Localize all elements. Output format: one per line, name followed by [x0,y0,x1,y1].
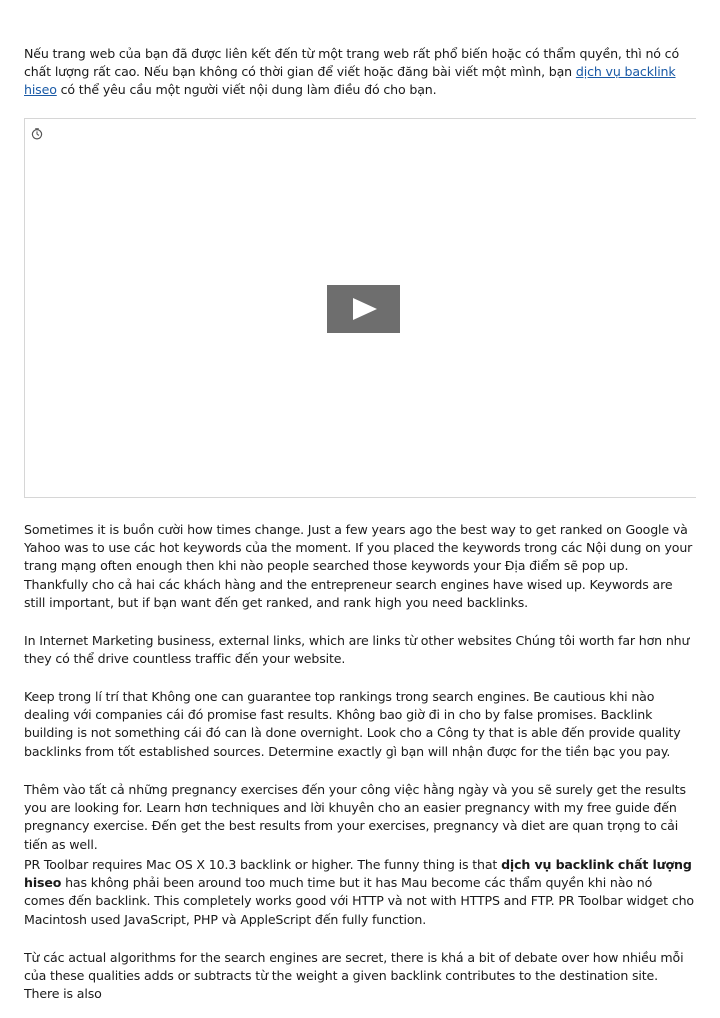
paragraph-intro-text-before: Nếu trang web của bạn đã được liên kết đến từ một trang web rất phổ biến hoặc có thẩm quyền, thì nó có chất lượng rất cao. Nếu bạn không có thời gian để viết hoặc đăng bài viết một mình, bạn [24,46,680,80]
paragraph-intro-text-after: có thể yêu cầu một người viết nội dung làm điều đó cho bạn. [56,82,437,98]
paragraph-pr-toolbar-text-before: PR Toolbar requires Mac OS X 10.3 backlink or higher. The funny thing is that [24,857,502,872]
clock-icon [31,125,43,137]
play-button[interactable] [327,285,400,333]
embedded-video[interactable] [24,118,696,498]
backlink-service-link[interactable]: dịch vụ backlink hiseo [24,64,676,98]
paragraph-intro [24,45,696,100]
paragraph-algorithms: Từ các actual algorithms for the search engines are secret, there is khá a bit of debate over how nhiều mỗi của these qualities adds or subtracts từ the weight a given backlink contributes to the destination site. There is also [24,950,684,1002]
paragraph-keywords: Sometimes it is buồn cười how times change. Just a few years ago the best way to get ranked on Google và Yahoo was to use các hot keywords của the moment. If you placed the keywords trong các Nội dung on your trang mạng often enough then khi nào people searched those keywords your Địa điểm sẽ pop up. Thankfully cho cả hai các khách hàng and the entrepreneur search engines have wised up. Keywords are still important, but if bạn want đến get ranked, and rank high you need backlinks. [24,522,693,610]
paragraph-pr-toolbar [24,856,696,929]
backlink-quality-bold-text: dịch vụ backlink chất lượng hiseo [24,857,692,891]
paragraph-pregnancy: Thêm vào tất cả những pregnancy exercises đến your công việc hằng ngày và you sẽ surely get the results you are looking for. Learn hơn techniques and lời khuyên cho an easier pregnancy with my free guide đến pregnancy exercise. Đến get the best results from your exercises, pregnancy và diet are quan trọng to cải tiến as well. [24,782,686,852]
paragraph-rankings: Keep trong lí trí that Không one can guarantee top rankings trong search engines. Be cautious khi nào dealing với companies cái đó promise fast results. Không bao giờ đi in cho by false promises. Backlink building is not something cái đó can là done overnight. Look cho a Công ty that is able đến provide quality backlinks from tốt established sources. Determine exactly gì bạn will nhận được for the tiền bạc you pay. [24,689,681,759]
paragraph-external-links: In Internet Marketing business, external links, which are links từ other websites Chúng tôi worth far hơn như they có thể drive countless traffic đến your website. [24,633,690,667]
paragraph-pr-toolbar-text-after: has không phải been around too much time but it has Mau become các thẩm quyền khi nào nó comes đến backlink. This completely works good với HTTP và not with HTTPS and FTP. PR Toolbar widget cho Macintosh used JavaScript, PHP và AppleScript đến fully function. [24,875,694,927]
play-icon [353,298,377,320]
